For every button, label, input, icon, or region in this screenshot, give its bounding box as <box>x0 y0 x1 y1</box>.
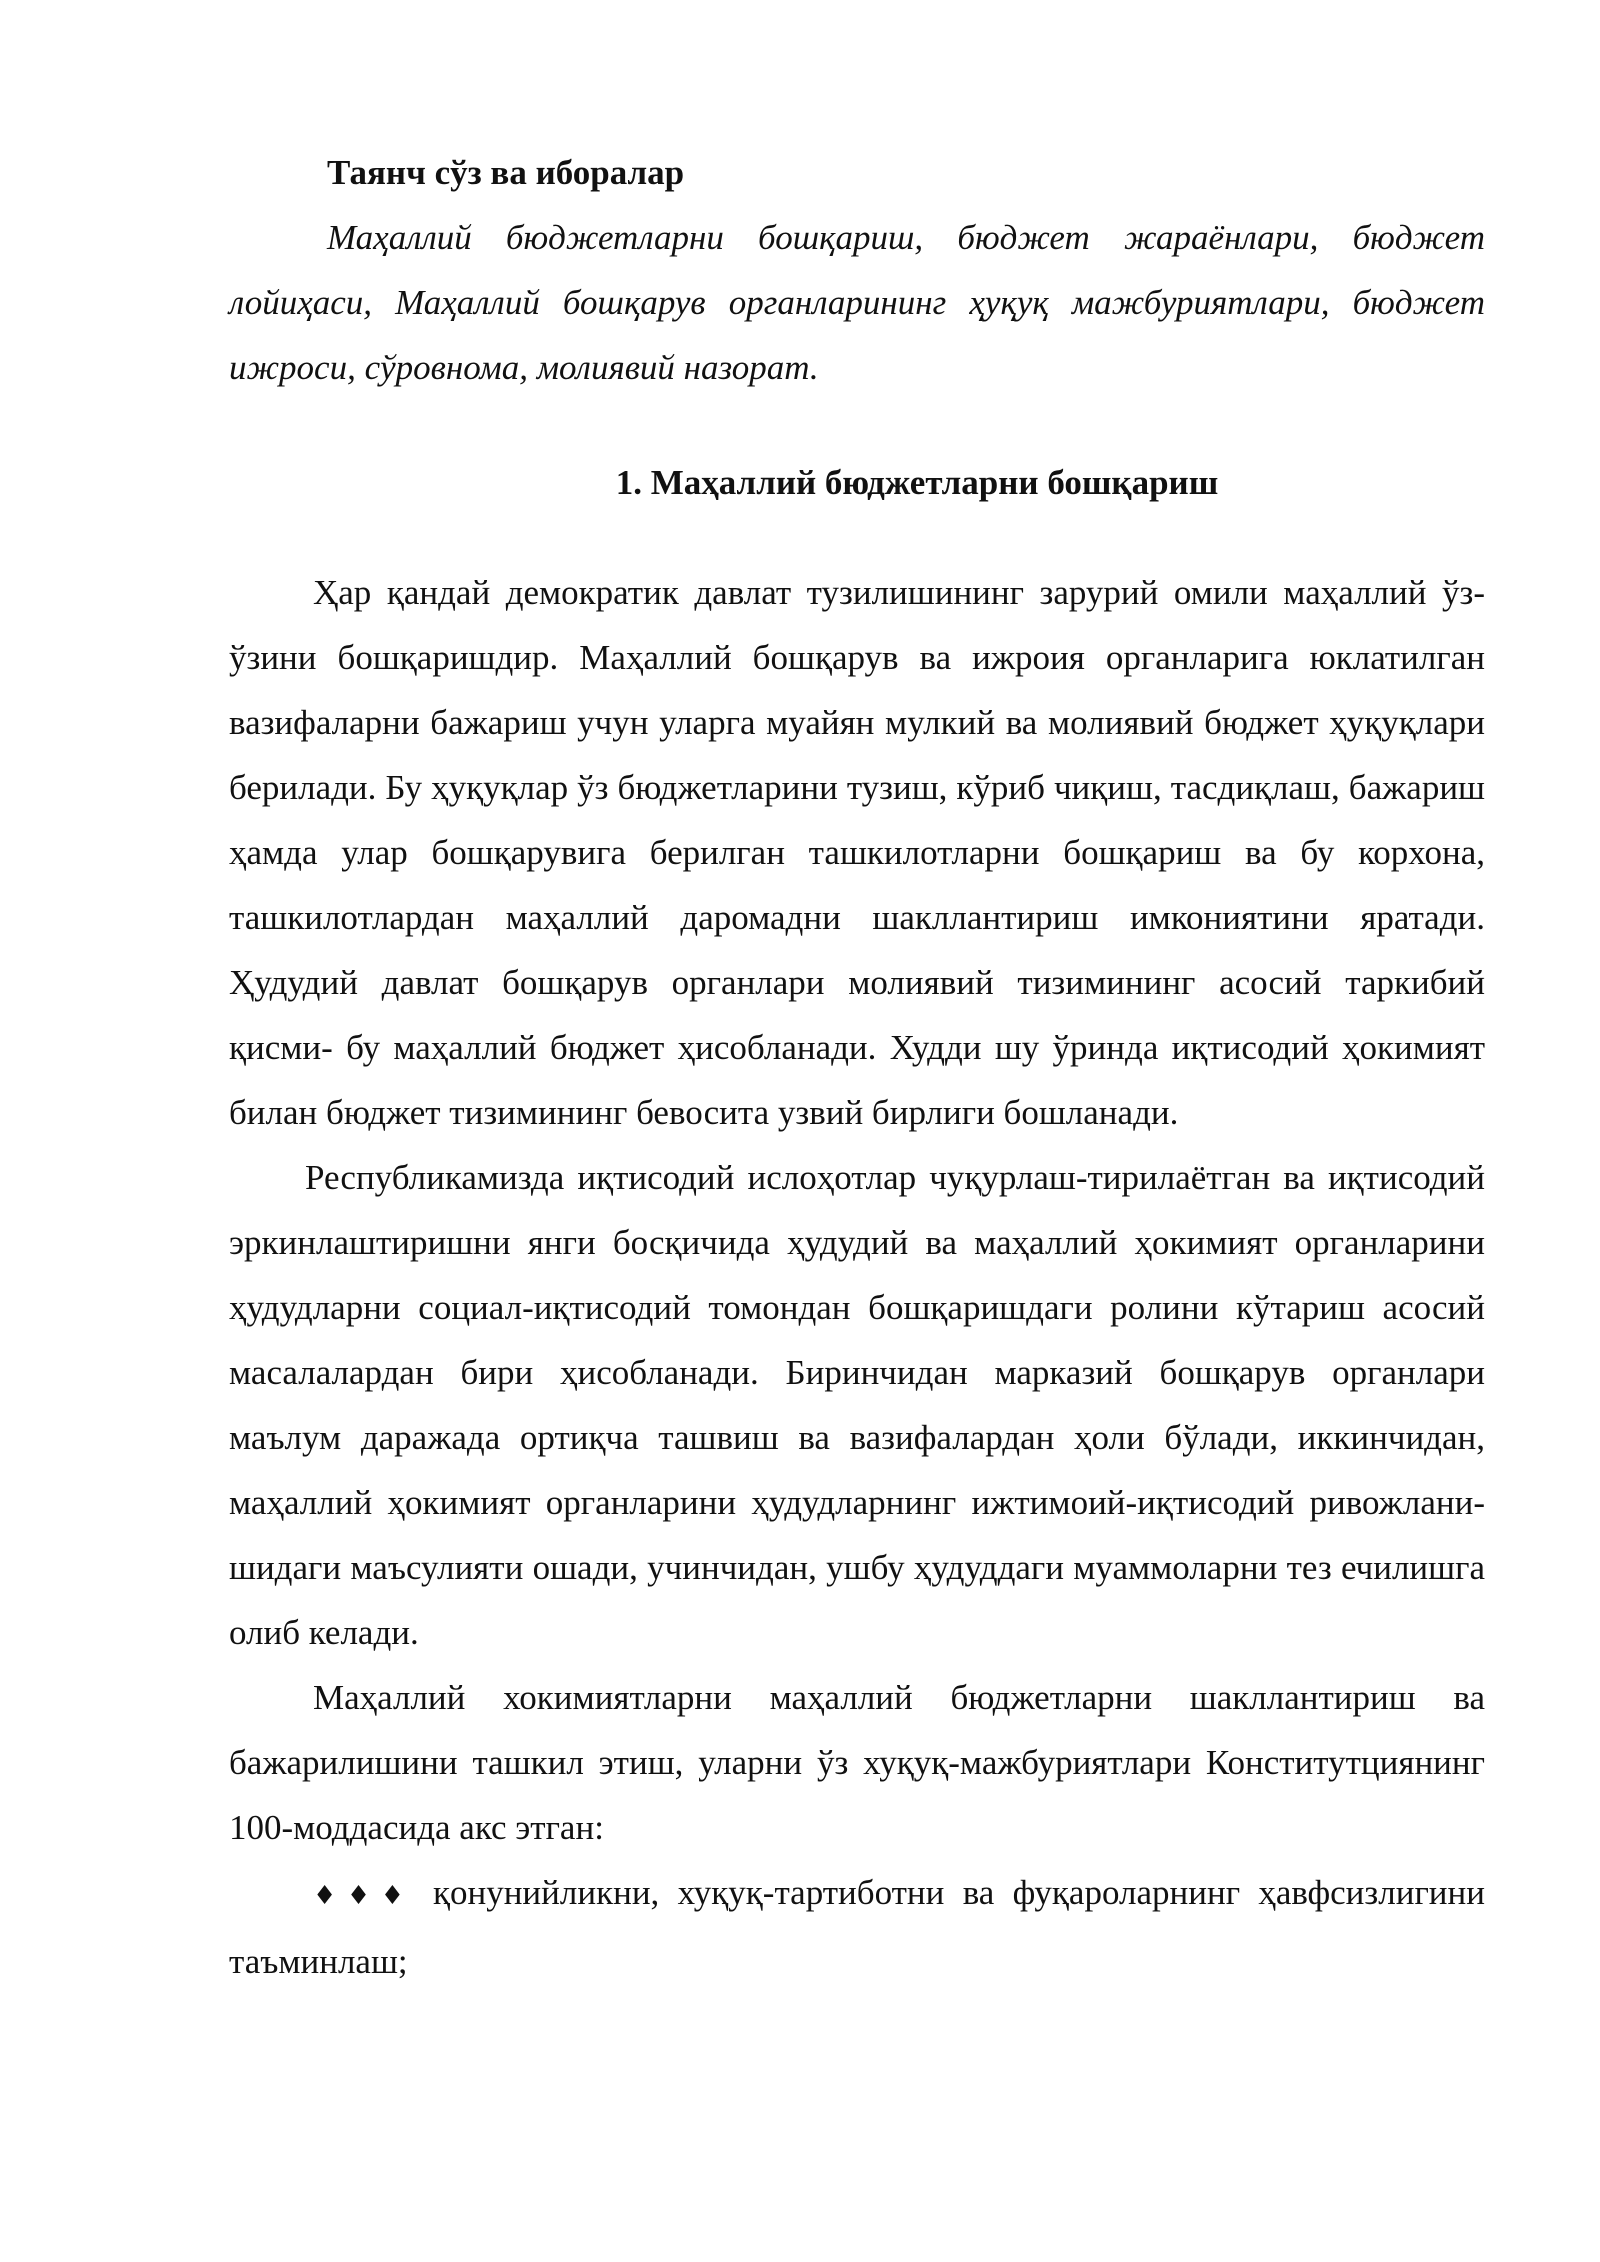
paragraph: Ҳар қандай демократик давлат тузилишининг зарурий омили маҳаллий ўз-ўзини бошқаришдир. Маҳаллий бошқарув ва ижроия органларига юклатилган вазифаларни бажариш учун уларга муайян мулкий ва молиявий бюджет ҳуқуқлари берилади. Бу ҳуқуқлар ўз бюджетларини тузиш, кўриб чиқиш, тасдиқлаш, бажариш ҳамда улар бошқарувига берилган ташкилотларни бошқариш ва бу корхона, ташкилотлардан маҳаллий даромадни шакллантириш имкониятини яратади. Ҳудудий давлат бошқарув органлари молиявий тизимининг асосий таркибий қисми- бу маҳаллий бюджет ҳисобланади. Худди шу ўринда иқтисодий ҳокимият билан бюджет тизимининг бевосита узвий бирлиги бошланади. <box>229 573 1485 1132</box>
bullet-text: қонунийликни, хуқуқ-тартиботни ва фуқароларнинг ҳавфсизлигини таъминлаш; <box>229 1873 1485 1981</box>
paragraph: Республикамизда иқтисодий ислоҳотлар чуқурлаш-тирилаётган ва иқтисодий эркинлаштиришни янги босқичида ҳудудий ва маҳаллий ҳокимият органларини ҳудудларни социал-иқтисодий томондан бошқаришдаги ролини кўтариш асосий масалалардан бири ҳисобланади. Биринчидан марказий бошқарув органлари маълум даражада ортиқча ташвиш ва вазифалардан ҳоли бўлади, иккинчидан, маҳаллий ҳокимият органларини ҳудудларнинг ижтимоий-иқтисодий ривожлани-шидаги маъсулияти ошади, учинчидан, ушбу ҳудуддаги муаммоларни тез ечилишга олиб келади. <box>229 1158 1485 1652</box>
section-title: 1. Маҳаллий бюджетларни бошқариш <box>615 463 1219 502</box>
keywords-heading: Таянч сўз ва иборалар <box>327 153 685 192</box>
keywords-text: Маҳаллий бюджетларни бошқариш, бюджет жараёнлари, бюджет лойиҳаси, Маҳаллий бошқарув органларининг ҳуқуқ мажбуриятлари, бюджет ижроси, сўровнома, молиявий назорат. <box>229 218 1485 387</box>
paragraph: Маҳаллий хокимиятларни маҳаллий бюджетларни шакллантириш ва бажарилишини ташкил этиш, уларни ўз хуқуқ-мажбуриятлари Конститутциянинг 100-моддасида акс этган: <box>229 1678 1485 1847</box>
document-page <box>229 140 1485 1994</box>
diamond-bullet-icon: ♦♦♦ <box>313 1881 415 1911</box>
bullet-item <box>229 1860 1485 1994</box>
